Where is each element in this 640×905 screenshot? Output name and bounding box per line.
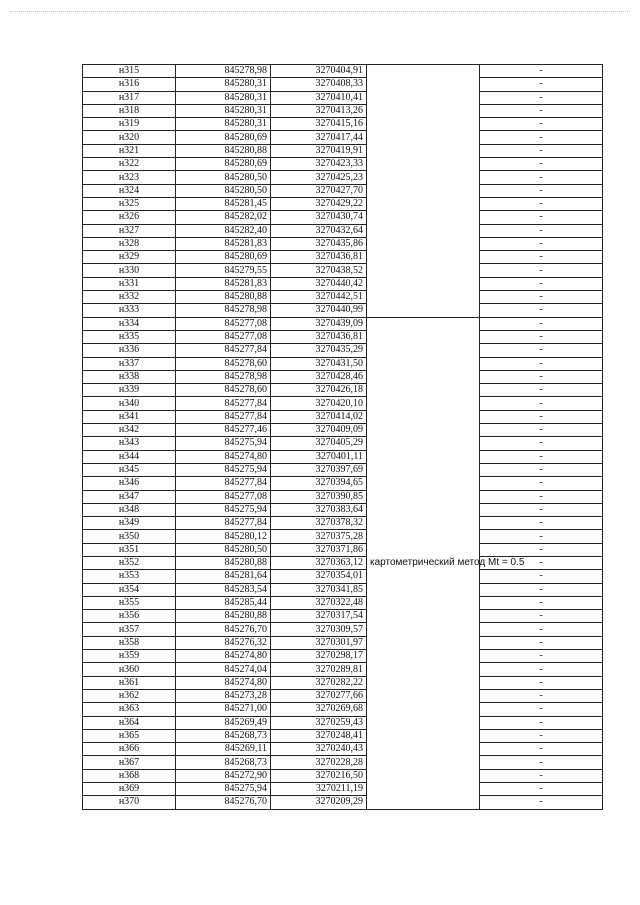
- point-name-cell: н334: [83, 317, 176, 330]
- x-coordinate-cell: 845280,69: [176, 251, 271, 264]
- y-coordinate-cell: 3270415,16: [271, 118, 367, 131]
- point-name-cell: н317: [83, 91, 176, 104]
- y-coordinate-cell: 3270436,81: [271, 330, 367, 343]
- x-coordinate-cell: 845283,54: [176, 583, 271, 596]
- point-name-cell: н320: [83, 131, 176, 144]
- x-coordinate-cell: 845280,12: [176, 530, 271, 543]
- table-row: [83, 503, 603, 516]
- x-coordinate-cell: 845280,31: [176, 104, 271, 117]
- x-coordinate-cell: 845278,98: [176, 65, 271, 78]
- table-row: [83, 729, 603, 742]
- table-row: [83, 131, 603, 144]
- x-coordinate-cell: 845280,50: [176, 543, 271, 556]
- point-name-cell: н330: [83, 264, 176, 277]
- accuracy-cell: -: [480, 743, 603, 756]
- y-coordinate-cell: 3270216,50: [271, 769, 367, 782]
- accuracy-cell: -: [480, 384, 603, 397]
- accuracy-cell: -: [480, 104, 603, 117]
- table-row: [83, 410, 603, 423]
- accuracy-cell: -: [480, 783, 603, 796]
- point-name-cell: н352: [83, 556, 176, 569]
- x-coordinate-cell: 845280,31: [176, 78, 271, 91]
- y-coordinate-cell: 3270298,17: [271, 650, 367, 663]
- x-coordinate-cell: 845281,45: [176, 197, 271, 210]
- table-row: [83, 344, 603, 357]
- y-coordinate-cell: 3270438,52: [271, 264, 367, 277]
- accuracy-cell: -: [480, 517, 603, 530]
- accuracy-cell: -: [480, 304, 603, 317]
- x-coordinate-cell: 845281,83: [176, 237, 271, 250]
- x-coordinate-cell: 845272,90: [176, 769, 271, 782]
- table-row: [83, 596, 603, 609]
- table-row: [83, 477, 603, 490]
- point-name-cell: н347: [83, 490, 176, 503]
- point-name-cell: н336: [83, 344, 176, 357]
- x-coordinate-cell: 845276,70: [176, 796, 271, 809]
- accuracy-cell: -: [480, 716, 603, 729]
- y-coordinate-cell: 3270405,29: [271, 437, 367, 450]
- y-coordinate-cell: 3270282,22: [271, 676, 367, 689]
- x-coordinate-cell: 845277,08: [176, 330, 271, 343]
- table-row: [83, 570, 603, 583]
- point-name-cell: н325: [83, 197, 176, 210]
- x-coordinate-cell: 845277,84: [176, 517, 271, 530]
- accuracy-cell: -: [480, 503, 603, 516]
- x-coordinate-cell: 845275,94: [176, 783, 271, 796]
- accuracy-cell: -: [480, 769, 603, 782]
- accuracy-cell: -: [480, 450, 603, 463]
- table-row: [83, 237, 603, 250]
- table-row: [83, 317, 603, 330]
- point-name-cell: н357: [83, 623, 176, 636]
- table-row: [83, 610, 603, 623]
- point-name-cell: н342: [83, 424, 176, 437]
- point-name-cell: н332: [83, 291, 176, 304]
- x-coordinate-cell: 845280,88: [176, 291, 271, 304]
- point-name-cell: н370: [83, 796, 176, 809]
- x-coordinate-cell: 845269,11: [176, 743, 271, 756]
- point-name-cell: н354: [83, 583, 176, 596]
- table-row: [83, 716, 603, 729]
- point-name-cell: н345: [83, 463, 176, 476]
- accuracy-cell: -: [480, 636, 603, 649]
- table-row: [83, 357, 603, 370]
- y-coordinate-cell: 3270436,81: [271, 251, 367, 264]
- accuracy-cell: -: [480, 530, 603, 543]
- x-coordinate-cell: 845268,73: [176, 756, 271, 769]
- accuracy-cell: -: [480, 729, 603, 742]
- y-coordinate-cell: 3270375,28: [271, 530, 367, 543]
- table-row: [83, 304, 603, 317]
- point-name-cell: н321: [83, 144, 176, 157]
- accuracy-cell: -: [480, 211, 603, 224]
- table-row: [83, 251, 603, 264]
- y-coordinate-cell: 3270428,46: [271, 370, 367, 383]
- y-coordinate-cell: 3270309,57: [271, 623, 367, 636]
- y-coordinate-cell: 3270317,54: [271, 610, 367, 623]
- table-row: [83, 91, 603, 104]
- x-coordinate-cell: 845280,88: [176, 144, 271, 157]
- x-coordinate-cell: 845282,40: [176, 224, 271, 237]
- table-row: [83, 277, 603, 290]
- table-row: [83, 184, 603, 197]
- accuracy-cell: -: [480, 463, 603, 476]
- y-coordinate-cell: 3270427,70: [271, 184, 367, 197]
- x-coordinate-cell: 845277,84: [176, 410, 271, 423]
- x-coordinate-cell: 845281,83: [176, 277, 271, 290]
- point-name-cell: н315: [83, 65, 176, 78]
- y-coordinate-cell: 3270301,97: [271, 636, 367, 649]
- accuracy-cell: -: [480, 623, 603, 636]
- table-row: [83, 171, 603, 184]
- accuracy-cell: -: [480, 437, 603, 450]
- x-coordinate-cell: 845277,08: [176, 317, 271, 330]
- accuracy-cell: -: [480, 65, 603, 78]
- x-coordinate-cell: 845268,73: [176, 729, 271, 742]
- y-coordinate-cell: 3270431,50: [271, 357, 367, 370]
- table-row: [83, 623, 603, 636]
- accuracy-cell: -: [480, 197, 603, 210]
- accuracy-cell: -: [480, 689, 603, 702]
- x-coordinate-cell: 845278,98: [176, 370, 271, 383]
- y-coordinate-cell: 3270394,65: [271, 477, 367, 490]
- accuracy-cell: -: [480, 291, 603, 304]
- x-coordinate-cell: 845274,80: [176, 450, 271, 463]
- accuracy-cell: -: [480, 477, 603, 490]
- y-coordinate-cell: 3270228,28: [271, 756, 367, 769]
- table-row: [83, 689, 603, 702]
- point-name-cell: н358: [83, 636, 176, 649]
- x-coordinate-cell: 845280,31: [176, 91, 271, 104]
- accuracy-cell: -: [480, 370, 603, 383]
- x-coordinate-cell: 845280,69: [176, 158, 271, 171]
- y-coordinate-cell: 3270439,09: [271, 317, 367, 330]
- table-row: [83, 104, 603, 117]
- y-coordinate-cell: 3270423,33: [271, 158, 367, 171]
- point-name-cell: н316: [83, 78, 176, 91]
- table-row: [83, 397, 603, 410]
- table-row: [83, 78, 603, 91]
- point-name-cell: н369: [83, 783, 176, 796]
- point-name-cell: н326: [83, 211, 176, 224]
- table-row: [83, 197, 603, 210]
- point-name-cell: н362: [83, 689, 176, 702]
- y-coordinate-cell: 3270435,86: [271, 237, 367, 250]
- point-name-cell: н337: [83, 357, 176, 370]
- y-coordinate-cell: 3270371,86: [271, 543, 367, 556]
- point-name-cell: н329: [83, 251, 176, 264]
- y-coordinate-cell: 3270269,68: [271, 703, 367, 716]
- coordinates-table: [82, 64, 603, 810]
- accuracy-cell: -: [480, 251, 603, 264]
- point-name-cell: н335: [83, 330, 176, 343]
- y-coordinate-cell: 3270404,91: [271, 65, 367, 78]
- y-coordinate-cell: 3270425,23: [271, 171, 367, 184]
- table-row: [83, 158, 603, 171]
- point-name-cell: н348: [83, 503, 176, 516]
- point-name-cell: н368: [83, 769, 176, 782]
- table-row: [83, 676, 603, 689]
- x-coordinate-cell: 845280,88: [176, 556, 271, 569]
- y-coordinate-cell: 3270322,48: [271, 596, 367, 609]
- method-cell: картометрический метод Mt = 0.5: [367, 317, 480, 809]
- y-coordinate-cell: 3270432,64: [271, 224, 367, 237]
- x-coordinate-cell: 845275,94: [176, 503, 271, 516]
- y-coordinate-cell: 3270363,12: [271, 556, 367, 569]
- point-name-cell: н356: [83, 610, 176, 623]
- x-coordinate-cell: 845278,60: [176, 357, 271, 370]
- accuracy-cell: -: [480, 583, 603, 596]
- accuracy-cell: -: [480, 158, 603, 171]
- point-name-cell: н318: [83, 104, 176, 117]
- point-name-cell: н359: [83, 650, 176, 663]
- x-coordinate-cell: 845280,50: [176, 184, 271, 197]
- point-name-cell: н360: [83, 663, 176, 676]
- accuracy-cell: -: [480, 596, 603, 609]
- table-row: [83, 636, 603, 649]
- x-coordinate-cell: 845273,28: [176, 689, 271, 702]
- accuracy-cell: -: [480, 756, 603, 769]
- x-coordinate-cell: 845285,44: [176, 596, 271, 609]
- accuracy-cell: -: [480, 118, 603, 131]
- y-coordinate-cell: 3270259,43: [271, 716, 367, 729]
- point-name-cell: н367: [83, 756, 176, 769]
- x-coordinate-cell: 845282,02: [176, 211, 271, 224]
- point-name-cell: н366: [83, 743, 176, 756]
- x-coordinate-cell: 845280,50: [176, 171, 271, 184]
- x-coordinate-cell: 845277,84: [176, 397, 271, 410]
- x-coordinate-cell: 845280,31: [176, 118, 271, 131]
- point-name-cell: н361: [83, 676, 176, 689]
- y-coordinate-cell: 3270390,85: [271, 490, 367, 503]
- accuracy-cell: -: [480, 610, 603, 623]
- table-row: [83, 144, 603, 157]
- accuracy-cell: -: [480, 570, 603, 583]
- x-coordinate-cell: 845274,80: [176, 676, 271, 689]
- y-coordinate-cell: 3270420,10: [271, 397, 367, 410]
- accuracy-cell: -: [480, 171, 603, 184]
- x-coordinate-cell: 845276,70: [176, 623, 271, 636]
- table-row: [83, 424, 603, 437]
- table-row: [83, 291, 603, 304]
- accuracy-cell: -: [480, 184, 603, 197]
- point-name-cell: н349: [83, 517, 176, 530]
- accuracy-cell: -: [480, 264, 603, 277]
- point-name-cell: н351: [83, 543, 176, 556]
- x-coordinate-cell: 845275,94: [176, 437, 271, 450]
- table-row: [83, 490, 603, 503]
- accuracy-cell: -: [480, 91, 603, 104]
- table-row: [83, 224, 603, 237]
- x-coordinate-cell: 845278,98: [176, 304, 271, 317]
- y-coordinate-cell: 3270401,11: [271, 450, 367, 463]
- table-row: [83, 330, 603, 343]
- accuracy-cell: -: [480, 703, 603, 716]
- table-row: [83, 384, 603, 397]
- point-name-cell: н353: [83, 570, 176, 583]
- table-row: [83, 743, 603, 756]
- x-coordinate-cell: 845275,94: [176, 463, 271, 476]
- y-coordinate-cell: 3270248,41: [271, 729, 367, 742]
- coordinates-table-body: [83, 65, 603, 810]
- y-coordinate-cell: 3270240,43: [271, 743, 367, 756]
- method-cell-upper: [367, 65, 480, 318]
- accuracy-cell: -: [480, 676, 603, 689]
- table-row: [83, 556, 603, 569]
- point-name-cell: н350: [83, 530, 176, 543]
- accuracy-cell: -: [480, 78, 603, 91]
- table-row: [83, 650, 603, 663]
- accuracy-cell: -: [480, 663, 603, 676]
- x-coordinate-cell: 845280,88: [176, 610, 271, 623]
- y-coordinate-cell: 3270341,85: [271, 583, 367, 596]
- y-coordinate-cell: 3270413,26: [271, 104, 367, 117]
- table-row: [83, 211, 603, 224]
- point-name-cell: н365: [83, 729, 176, 742]
- point-name-cell: н344: [83, 450, 176, 463]
- x-coordinate-cell: 845281,64: [176, 570, 271, 583]
- point-name-cell: н363: [83, 703, 176, 716]
- accuracy-cell: -: [480, 490, 603, 503]
- point-name-cell: н319: [83, 118, 176, 131]
- point-name-cell: н327: [83, 224, 176, 237]
- point-name-cell: н328: [83, 237, 176, 250]
- point-name-cell: н323: [83, 171, 176, 184]
- y-coordinate-cell: 3270383,64: [271, 503, 367, 516]
- x-coordinate-cell: 845277,08: [176, 490, 271, 503]
- table-row: [83, 370, 603, 383]
- accuracy-cell: -: [480, 237, 603, 250]
- accuracy-cell: -: [480, 131, 603, 144]
- point-name-cell: н322: [83, 158, 176, 171]
- point-name-cell: н339: [83, 384, 176, 397]
- accuracy-cell: -: [480, 410, 603, 423]
- point-name-cell: н364: [83, 716, 176, 729]
- table-row: [83, 517, 603, 530]
- y-coordinate-cell: 3270435,29: [271, 344, 367, 357]
- accuracy-cell: -: [480, 317, 603, 330]
- table-row: [83, 663, 603, 676]
- y-coordinate-cell: 3270430,74: [271, 211, 367, 224]
- y-coordinate-cell: 3270442,51: [271, 291, 367, 304]
- accuracy-cell: -: [480, 556, 603, 569]
- x-coordinate-cell: 845276,32: [176, 636, 271, 649]
- table-row: [83, 543, 603, 556]
- y-coordinate-cell: 3270440,99: [271, 304, 367, 317]
- y-coordinate-cell: 3270429,22: [271, 197, 367, 210]
- table-row: [83, 703, 603, 716]
- accuracy-cell: -: [480, 144, 603, 157]
- y-coordinate-cell: 3270410,41: [271, 91, 367, 104]
- point-name-cell: н324: [83, 184, 176, 197]
- point-name-cell: н346: [83, 477, 176, 490]
- x-coordinate-cell: 845277,46: [176, 424, 271, 437]
- accuracy-cell: -: [480, 277, 603, 290]
- accuracy-cell: -: [480, 424, 603, 437]
- accuracy-cell: -: [480, 543, 603, 556]
- y-coordinate-cell: 3270289,81: [271, 663, 367, 676]
- y-coordinate-cell: 3270211,19: [271, 783, 367, 796]
- y-coordinate-cell: 3270209,29: [271, 796, 367, 809]
- x-coordinate-cell: 845269,49: [176, 716, 271, 729]
- accuracy-cell: -: [480, 357, 603, 370]
- table-row: [83, 264, 603, 277]
- table-row: [83, 437, 603, 450]
- accuracy-cell: -: [480, 330, 603, 343]
- table-row: [83, 530, 603, 543]
- accuracy-cell: -: [480, 224, 603, 237]
- page-header-rule: [10, 11, 630, 12]
- table-row: [83, 450, 603, 463]
- accuracy-cell: -: [480, 344, 603, 357]
- y-coordinate-cell: 3270409,09: [271, 424, 367, 437]
- point-name-cell: н355: [83, 596, 176, 609]
- x-coordinate-cell: 845277,84: [176, 344, 271, 357]
- y-coordinate-cell: 3270397,69: [271, 463, 367, 476]
- y-coordinate-cell: 3270378,32: [271, 517, 367, 530]
- table-row: [83, 756, 603, 769]
- x-coordinate-cell: 845280,69: [176, 131, 271, 144]
- y-coordinate-cell: 3270417,44: [271, 131, 367, 144]
- x-coordinate-cell: 845274,80: [176, 650, 271, 663]
- point-name-cell: н331: [83, 277, 176, 290]
- point-name-cell: н341: [83, 410, 176, 423]
- table-row: [83, 583, 603, 596]
- x-coordinate-cell: 845277,84: [176, 477, 271, 490]
- y-coordinate-cell: 3270354,01: [271, 570, 367, 583]
- x-coordinate-cell: 845274,04: [176, 663, 271, 676]
- table-row: [83, 783, 603, 796]
- y-coordinate-cell: 3270426,18: [271, 384, 367, 397]
- accuracy-cell: -: [480, 650, 603, 663]
- point-name-cell: н338: [83, 370, 176, 383]
- x-coordinate-cell: 845278,60: [176, 384, 271, 397]
- table-row: [83, 796, 603, 809]
- x-coordinate-cell: 845271,00: [176, 703, 271, 716]
- point-name-cell: н333: [83, 304, 176, 317]
- y-coordinate-cell: 3270408,33: [271, 78, 367, 91]
- y-coordinate-cell: 3270419,91: [271, 144, 367, 157]
- y-coordinate-cell: 3270440,42: [271, 277, 367, 290]
- table-row: [83, 463, 603, 476]
- y-coordinate-cell: 3270277,66: [271, 689, 367, 702]
- table-row: [83, 118, 603, 131]
- x-coordinate-cell: 845279,55: [176, 264, 271, 277]
- accuracy-cell: -: [480, 397, 603, 410]
- accuracy-cell: -: [480, 796, 603, 809]
- table-row: [83, 65, 603, 78]
- y-coordinate-cell: 3270414,02: [271, 410, 367, 423]
- point-name-cell: н340: [83, 397, 176, 410]
- point-name-cell: н343: [83, 437, 176, 450]
- table-row: [83, 769, 603, 782]
